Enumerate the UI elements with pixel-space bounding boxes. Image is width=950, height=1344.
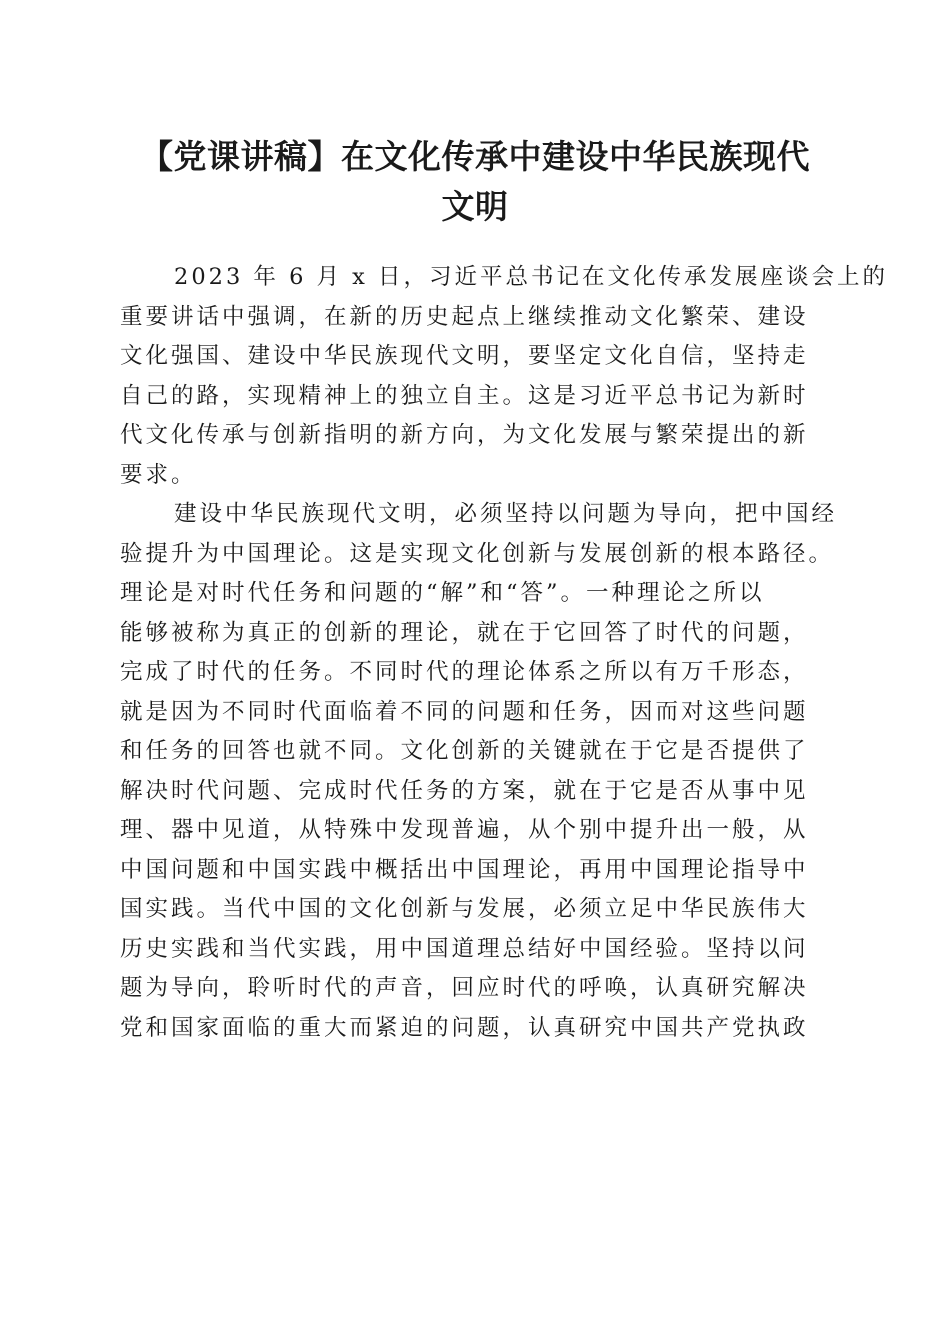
title-line-1: 【党课讲稿】在文化传承中建设中华民族现代	[140, 137, 810, 176]
text-line: 代文化传承与创新指明的新方向，为文化发展与繁荣提出的新	[120, 422, 809, 448]
text-line: 解决时代问题、完成时代任务的方案，就在于它是否从事中见	[120, 777, 809, 804]
document-title	[100, 132, 850, 232]
text-line: 和任务的回答也就不同。文化创新的关键就在于它是否提供了	[120, 738, 809, 764]
text-line: 历史实践和当代实践，用中国道理总结好中国经验。坚持以问	[120, 935, 809, 962]
text-line: 中国问题和中国实践中概括出中国理论，再用中国理论指导中	[120, 856, 809, 883]
paragraph-1	[120, 258, 889, 495]
paragraph-2	[120, 495, 838, 1048]
text-line: 要求。	[120, 461, 197, 488]
text-line: 验提升为中国理论。这是实现文化创新与发展创新的根本路径。	[120, 540, 835, 567]
text-line: 理论是对时代任务和问题的“解”和“答”。一种理论之所以	[120, 580, 765, 606]
text-line: 建设中华民族现代文明，必须坚持以问题为导向，把中国经	[174, 501, 838, 527]
text-line: 自己的路，实现精神上的独立自主。这是习近平总书记为新时	[120, 382, 809, 409]
text-line: 完成了时代的任务。不同时代的理论体系之所以有万千形态，	[120, 659, 809, 685]
text-line: 重要讲话中强调，在新的历史起点上继续推动文化繁荣、建设	[120, 303, 809, 330]
text-line: 理、器中见道，从特殊中发现普遍，从个别中提升出一般，从	[120, 817, 809, 843]
text-line: 就是因为不同时代面临着不同的问题和任务，因而对这些问题	[120, 698, 809, 725]
text-line: 党和国家面临的重大而紧迫的问题，认真研究中国共产党执政	[120, 1014, 809, 1041]
text-line: 国实践。当代中国的文化创新与发展，必须立足中华民族伟大	[120, 896, 809, 922]
text-line: 能够被称为真正的创新的理论，就在于它回答了时代的问题，	[120, 619, 809, 646]
document-body	[120, 258, 889, 1048]
text-line: 2023 年 6 月 x 日，习近平总书记在文化传承发展座谈会上的	[174, 264, 889, 290]
text-line: 题为导向，聆听时代的声音，回应时代的呼唤，认真研究解决	[120, 975, 809, 1001]
title-line-2: 文明	[441, 187, 509, 226]
text-line: 文化强国、建设中华民族现代文明，要坚定文化自信，坚持走	[120, 343, 809, 369]
